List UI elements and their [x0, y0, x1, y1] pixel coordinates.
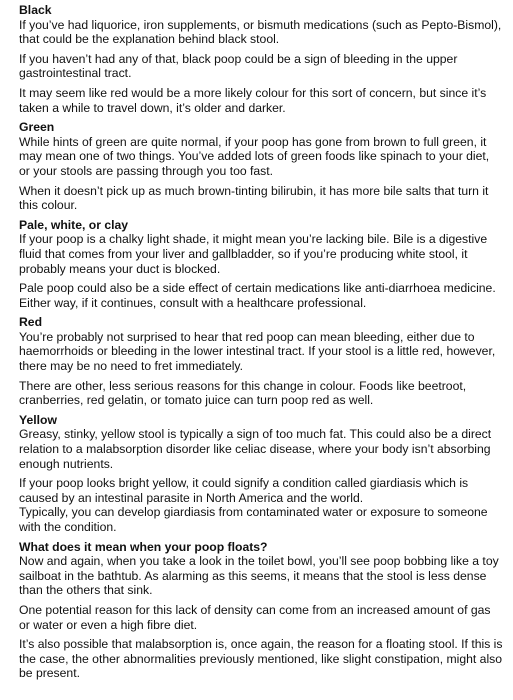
paragraph: One potential reason for this lack of density can come from an increased amount of gas or water or even a high fibre diet.	[19, 602, 491, 632]
paragraph: If your poop looks bright yellow, it could signify a condition called giardiasis which is caused by an intestinal parasite in North America and the world.	[19, 476, 469, 505]
paragraph: Pale poop could also be a side effect of certain medications like anti-diarrhoea medicine. Either way, if it continues, consult with a healthcare professional.	[19, 281, 496, 310]
section-pale	[19, 218, 503, 311]
paragraph: If you haven’t had any of that, black poop could be a sign of bleeding in the upper gastrointestinal tract.	[19, 51, 458, 81]
paragraph: Greasy, stinky, yellow stool is typically a sign of too much fat. This could also be a direct relation to a malabsorption disorder like celiac disease, where your body isn’t absorbing enough nutrients.	[19, 427, 492, 471]
paragraph: It’s also possible that malabsorption is, once again, the reason for a floating stool. If this is the case, the other abnormalities previously mentioned, like slight constipation, might also be present.	[19, 637, 503, 681]
paragraph: If your poop is a chalky light shade, it might mean you’re lacking bile. Bile is a digestive fluid that comes from your liver and gallbladder, so if you’re producing white stool, it probably means your duct is blocked.	[19, 232, 488, 276]
paragraph: While hints of green are quite normal, if your poop has gone from brown to full green, it may mean one of two things. You’ve added lots of green foods like spinach to your diet, or your stools are passing through you too fast.	[19, 134, 490, 178]
paragraph: You’re probably not surprised to hear that red poop can mean bleeding, either due to haemorrhoids or bleeding in the lower intestinal tract. If your stool is a little red, however, there may be no need to fret immediately.	[19, 329, 496, 374]
paragraph: Now and again, when you take a look in the toilet bowl, you’ll see poop bobbing like a toy sailboat in the bathtub. As alarming as this seems, it means that the stool is less dense than the others that sink.	[19, 554, 499, 598]
section-heading: Red	[19, 315, 43, 330]
section-green	[19, 120, 503, 213]
paragraph: If you’ve had liquorice, iron supplements, or bismuth medications (such as Pepto-Bismol), that could be the explanation behind black stool.	[19, 17, 502, 47]
section-heading: What does it mean when your poop floats?	[19, 539, 268, 554]
section-heading: Yellow	[19, 412, 57, 427]
paragraph: It may seem like red would be a more likely colour for this sort of concern, but since it’s taken a while to travel down, it’s older and darker.	[19, 85, 487, 115]
section-red	[19, 315, 503, 408]
section-heading: Green	[19, 120, 55, 135]
paragraph: When it doesn’t pick up as much brown-tinting bilirubin, it has more bile salts that turn it this colour.	[19, 183, 489, 213]
section-heading: Pale, white, or clay	[19, 217, 129, 232]
paragraph: Typically, you can develop giardiasis from contaminated water or exposure to someone with the condition.	[19, 505, 488, 534]
section-yellow	[19, 413, 503, 535]
section-black	[19, 3, 503, 115]
section-heading: Black	[19, 3, 52, 17]
document-body	[19, 3, 503, 686]
paragraph: There are other, less serious reasons for this change in colour. Foods like beetroot, cranberries, red gelatin, or tomato juice can turn poop red as well.	[19, 378, 467, 408]
section-floats	[19, 540, 503, 681]
